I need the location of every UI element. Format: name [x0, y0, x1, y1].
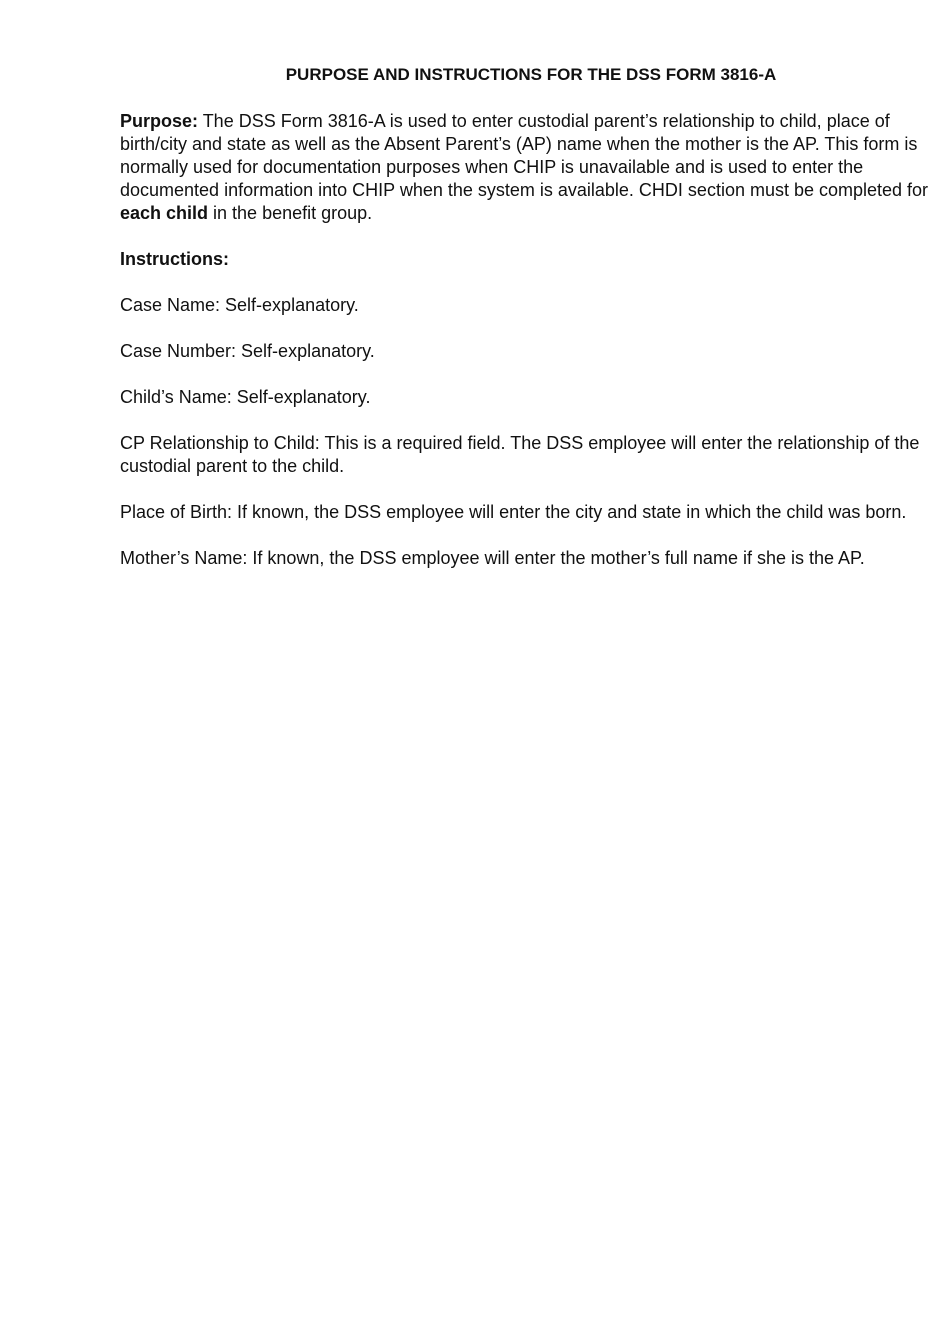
instruction-mother-name: Mother’s Name: If known, the DSS employee will enter the mother’s full name if she is the AP. [120, 548, 865, 568]
instruction-child-name: Child’s Name: Self-explanatory. [120, 387, 371, 407]
purpose-text-before: The DSS Form 3816-A is used to enter custodial parent’s relationship to child, place of birth/city and state as well as the Absent Parent’s (AP) name when the mother is the AP. This form is normally used for documentation purposes when CHIP is unavailable and is used to enter the documented information into CHIP when the system is available. CHDI section must be completed for [120, 111, 929, 200]
instruction-case-number: Case Number: Self-explanatory. [120, 341, 375, 361]
instructions-heading: Instructions: [120, 249, 230, 269]
page-title: PURPOSE AND INSTRUCTIONS FOR THE DSS FORM 3816-A [285, 65, 777, 84]
instruction-cp-relationship: CP Relationship to Child: This is a required field. The DSS employee will enter the relationship of the custodial parent to the child. [120, 433, 920, 476]
instruction-place-of-birth: Place of Birth: If known, the DSS employee will enter the city and state in which the child was born. [120, 502, 907, 522]
purpose-text-after: in the benefit group. [208, 203, 373, 223]
instruction-case-name: Case Name: Self-explanatory. [120, 295, 359, 315]
purpose-label: Purpose: [120, 111, 199, 131]
purpose-paragraph [120, 110, 936, 225]
purpose-emphasis: each child [120, 203, 209, 223]
document-page [120, 64, 936, 593]
